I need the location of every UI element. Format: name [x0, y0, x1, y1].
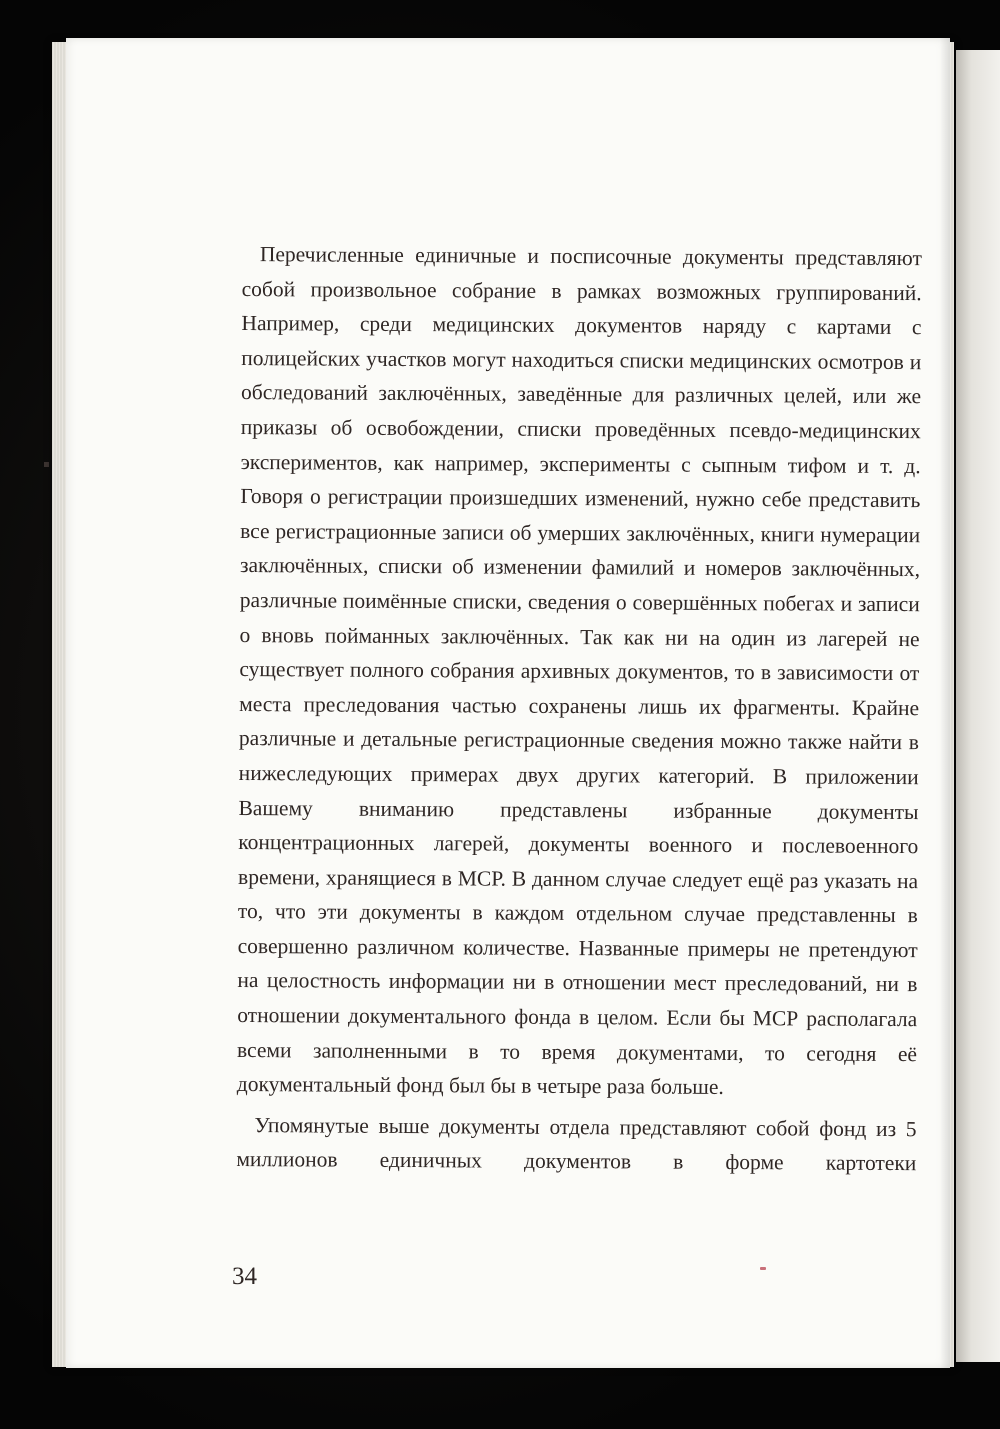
paragraph: Перечисленные единичные и посписочные документы представляют собой произвольное собрание в рамках возможных группирований. Например, среди медицинских документов наряду с картами с полицейских участков могут находиться списки медицинских осмотров и обследований заключённых, заведённые для различных целей, или же приказы об освобождении, списки проведённых псевдо-медицинских экспериментов, как например, эксперименты с сыпным тифом и т. д. Говоря о регистрации произшедших изменений, нужно себе представить все регистрационные записи об умерших заключённых, книги нумерации заключённых, списки об изменении фамилий и номеров заключённых, различные поимённые списки, сведения о совершённых побегах и записи о вновь пойманных заключённых. Так как ни на один из лагерей не существует полного собрания архивных документов, то в зависимости от места преследования частью сохранены лишь их фрагменты. Крайне различные и детальные регистрационные сведения можно также найти в нижеследующих примерах двух других категорий. В приложении Вашему вниманию представлены избранные документы концентрационных лагерей, документы военного и послевоенного времени, хранящиеся в МСР. В данном случае следует ещё раз указать на то, что эти документы в каждом отдельном случае представленны в совершенно различном количестве. Названные примеры не претендуют на целостность информации ни в отношении мест преследований, ни в отношении документального фонда в целом. Если бы МСР располагала всеми заполненными в то время документами, то сегодня её документальный фонд был бы в четыре раза больше.: [236, 242, 922, 1100]
paragraph: Упомянутые выше документы отдела представляют собой фонд из 5 миллионов единичных документов в форме картотеки: [236, 1112, 917, 1176]
body-text: [236, 237, 922, 1181]
adjacent-page-edge: [956, 50, 1000, 1362]
book-page: [66, 38, 950, 1368]
ink-speck: [760, 1267, 766, 1270]
page-number: 34: [232, 1263, 257, 1290]
scan-speck: [44, 462, 49, 467]
